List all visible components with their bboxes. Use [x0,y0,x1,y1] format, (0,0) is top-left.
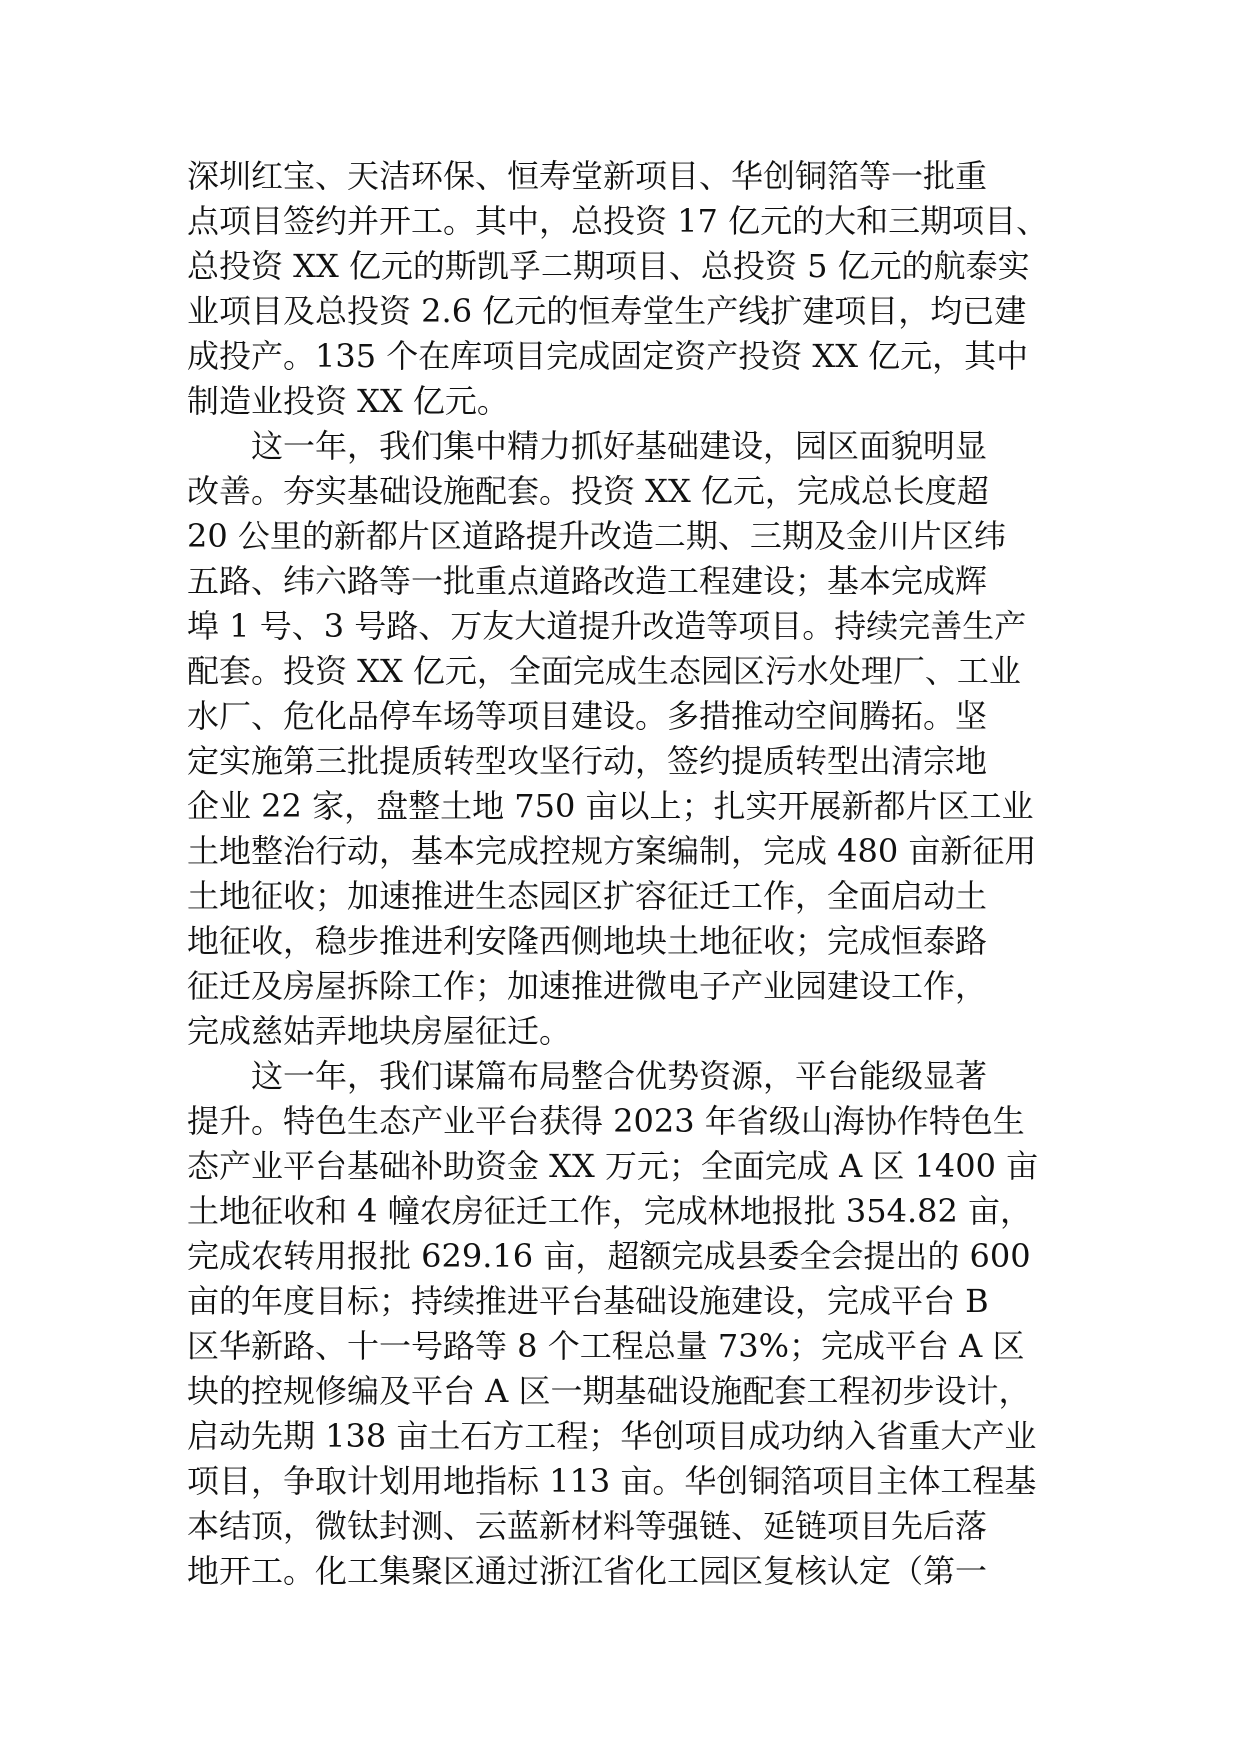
text-line: 地征收，稳步推进利安隆西侧地块土地征收；完成恒泰路 [187,922,988,960]
text-line: 土地整治行动，基本完成控规方案编制，完成 480 亩新征用 [187,832,1037,870]
document-body [187,154,1057,1594]
text-line: 企业 22 家，盘整土地 750 亩以上；扎实开展新都片区工业 [187,787,1034,825]
text-line: 埠 1 号、3 号路、万友大道提升改造等项目。持续完善生产 [187,607,1027,645]
paragraph [187,424,1057,1054]
paragraph [187,1054,1057,1594]
text-line: 态产业平台基础补助资金 XX 万元；全面完成 A 区 1400 亩 [187,1147,1039,1185]
text-line: 提升。特色生态产业平台获得 2023 年省级山海协作特色生 [187,1102,1025,1140]
text-line: 地开工。化工集聚区通过浙江省化工园区复核认定（第一 [187,1552,988,1590]
text-line: 改善。夯实基础设施配套。投资 XX 亿元，完成总长度超 [187,472,989,510]
text-line: 完成农转用报批 629.16 亩，超额完成县委全会提出的 600 [187,1237,1031,1275]
text-line: 配套。投资 XX 亿元，全面完成生态园区污水处理厂、工业 [187,652,1021,690]
paragraph [187,154,1057,424]
text-line: 成投产。135 个在库项目完成固定资产投资 XX 亿元，其中 [187,337,1029,375]
text-line: 土地征收；加速推进生态园区扩容征迁工作，全面启动土 [187,877,988,915]
text-line: 亩的年度目标；持续推进平台基础设施建设，完成平台 B [187,1282,989,1320]
text-line: 项目，争取计划用地指标 113 亩。华创铜箔项目主体工程基 [187,1462,1037,1500]
text-line: 业项目及总投资 2.6 亿元的恒寿堂生产线扩建项目，均已建 [187,292,1027,330]
text-line: 土地征收和 4 幢农房征迁工作，完成林地报批 354.82 亩， [187,1192,1033,1230]
text-line: 启动先期 138 亩土石方工程；华创项目成功纳入省重大产业 [187,1417,1037,1455]
text-line: 深圳红宝、天洁环保、恒寿堂新项目、华创铜箔等一批重 [187,157,988,195]
text-line: 水厂、危化品停车场等项目建设。多措推动空间腾拓。坚 [187,697,988,735]
text-line: 征迁及房屋拆除工作；加速推进微电子产业园建设工作， [187,967,988,1005]
text-line: 定实施第三批提质转型攻坚行动，签约提质转型出清宗地 [187,742,988,780]
text-line: 20 公里的新都片区道路提升改造二期、三期及金川片区纬 [187,517,1006,555]
text-line: 点项目签约并开工。其中，总投资 17 亿元的大和三期项目、 [187,202,1049,240]
text-line: 制造业投资 XX 亿元。 [187,382,509,420]
text-line: 这一年，我们谋篇布局整合优势资源，平台能级显著 [251,1057,988,1095]
text-line: 块的控规修编及平台 A 区一期基础设施配套工程初步设计， [187,1372,1031,1410]
text-line: 这一年，我们集中精力抓好基础建设，园区面貌明显 [251,427,988,465]
text-line: 完成慈姑弄地块房屋征迁。 [187,1012,572,1050]
text-line: 本结顶，微钛封测、云蓝新材料等强链、延链项目先后落 [187,1507,988,1545]
text-line: 五路、纬六路等一批重点道路改造工程建设；基本完成辉 [187,562,988,600]
text-line: 总投资 XX 亿元的斯凯孚二期项目、总投资 5 亿元的航泰实 [187,247,1030,285]
text-line: 区华新路、十一号路等 8 个工程总量 73%；完成平台 A 区 [187,1327,1025,1365]
